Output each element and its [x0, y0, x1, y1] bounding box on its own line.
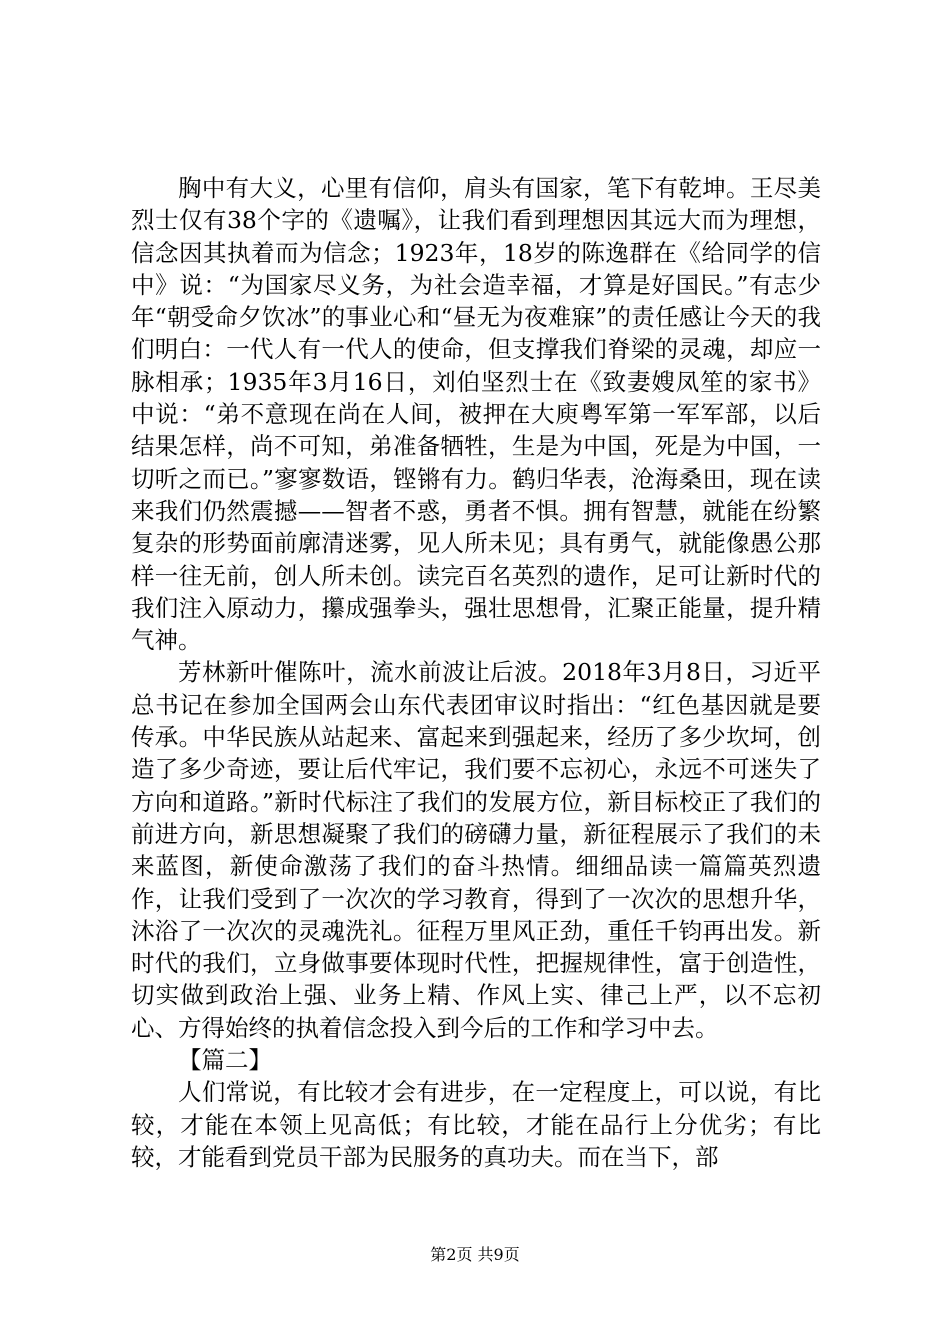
page-footer: [0, 1245, 950, 1265]
section-heading: 【篇二】: [178, 1046, 272, 1075]
body-paragraph-1: 胸中有大义，心里有信仰，肩头有国家，笔下有乾坤。王尽美烈士仅有38个字的《遗嘱》，让我们看到理想因其远大而为理想，信念因其执着而为信念；1923年，18岁的陈逸群在《给同学的信中》说：“为国家尽义务，为社会造幸福，才算是好国民。”有志少年“朝受命夕饮冰”的事业心和“昼无为夜难寐”的责任感让今天的我们明白：一代人有一代人的使命，但支撑我们脊梁的灵魂，却应一脉相承；1935年3月16日，刘伯坚烈士在《致妻嫂凤笙的家书》中说：“弟不意现在尚在人间，被押在大庾粤军第一军军部，以后结果怎样，尚不可知，弟准备牺牲，生是为中国，死是为中国，一切听之而已。”寥寥数语，铿锵有力。鹤归华表，沧海桑田，现在读来我们仍然震撼——智者不惑，勇者不惧。拥有智慧，就能在纷繁复杂的形势面前廓清迷雾，见人所未见；具有勇气，就能像愚公那样一往无前，创人所未创。读完百名英烈的遗作，足可让新时代的我们注入原动力，攥成强拳头，强壮思想骨，汇聚正能量，提升精气神。: [131, 174, 821, 655]
body-paragraph-3: 人们常说，有比较才会有进步，在一定程度上，可以说，有比较，才能在本领上见高低；有比较，才能在品行上分优劣；有比较，才能看到党员干部为民服务的真功夫。而在当下，部: [131, 1078, 821, 1171]
document-body: [131, 172, 821, 1173]
page-number-label: 第2页 共9页: [430, 1245, 520, 1264]
body-paragraph-2: 芳林新叶催陈叶，流水前波让后波。2018年3月8日，习近平总书记在参加全国两会山东代表团审议时指出：“红色基因就是要传承。中华民族从站起来、富起来到强起来，经历了多少坎坷，创造了多少奇迹，要让后代牢记，我们要不忘初心，永远不可迷失了方向和道路。”新时代标注了我们的发展方位，新目标校正了我们的前进方向，新思想凝聚了我们的磅礴力量，新征程展示了我们的未来蓝图，新使命激荡了我们的奋斗热情。细细品读一篇篇英烈遗作，让我们受到了一次次的学习教育，得到了一次次的思想升华，沐浴了一次次的灵魂洗礼。征程万里风正劲，重任千钧再出发。新时代的我们，立身做事要体现时代性，把握规律性，富于创造性，切实做到政治上强、业务上精、作风上实、律己上严，以不忘初心、方得始终的执着信念投入到今后的工作和学习中去。: [131, 658, 821, 1042]
